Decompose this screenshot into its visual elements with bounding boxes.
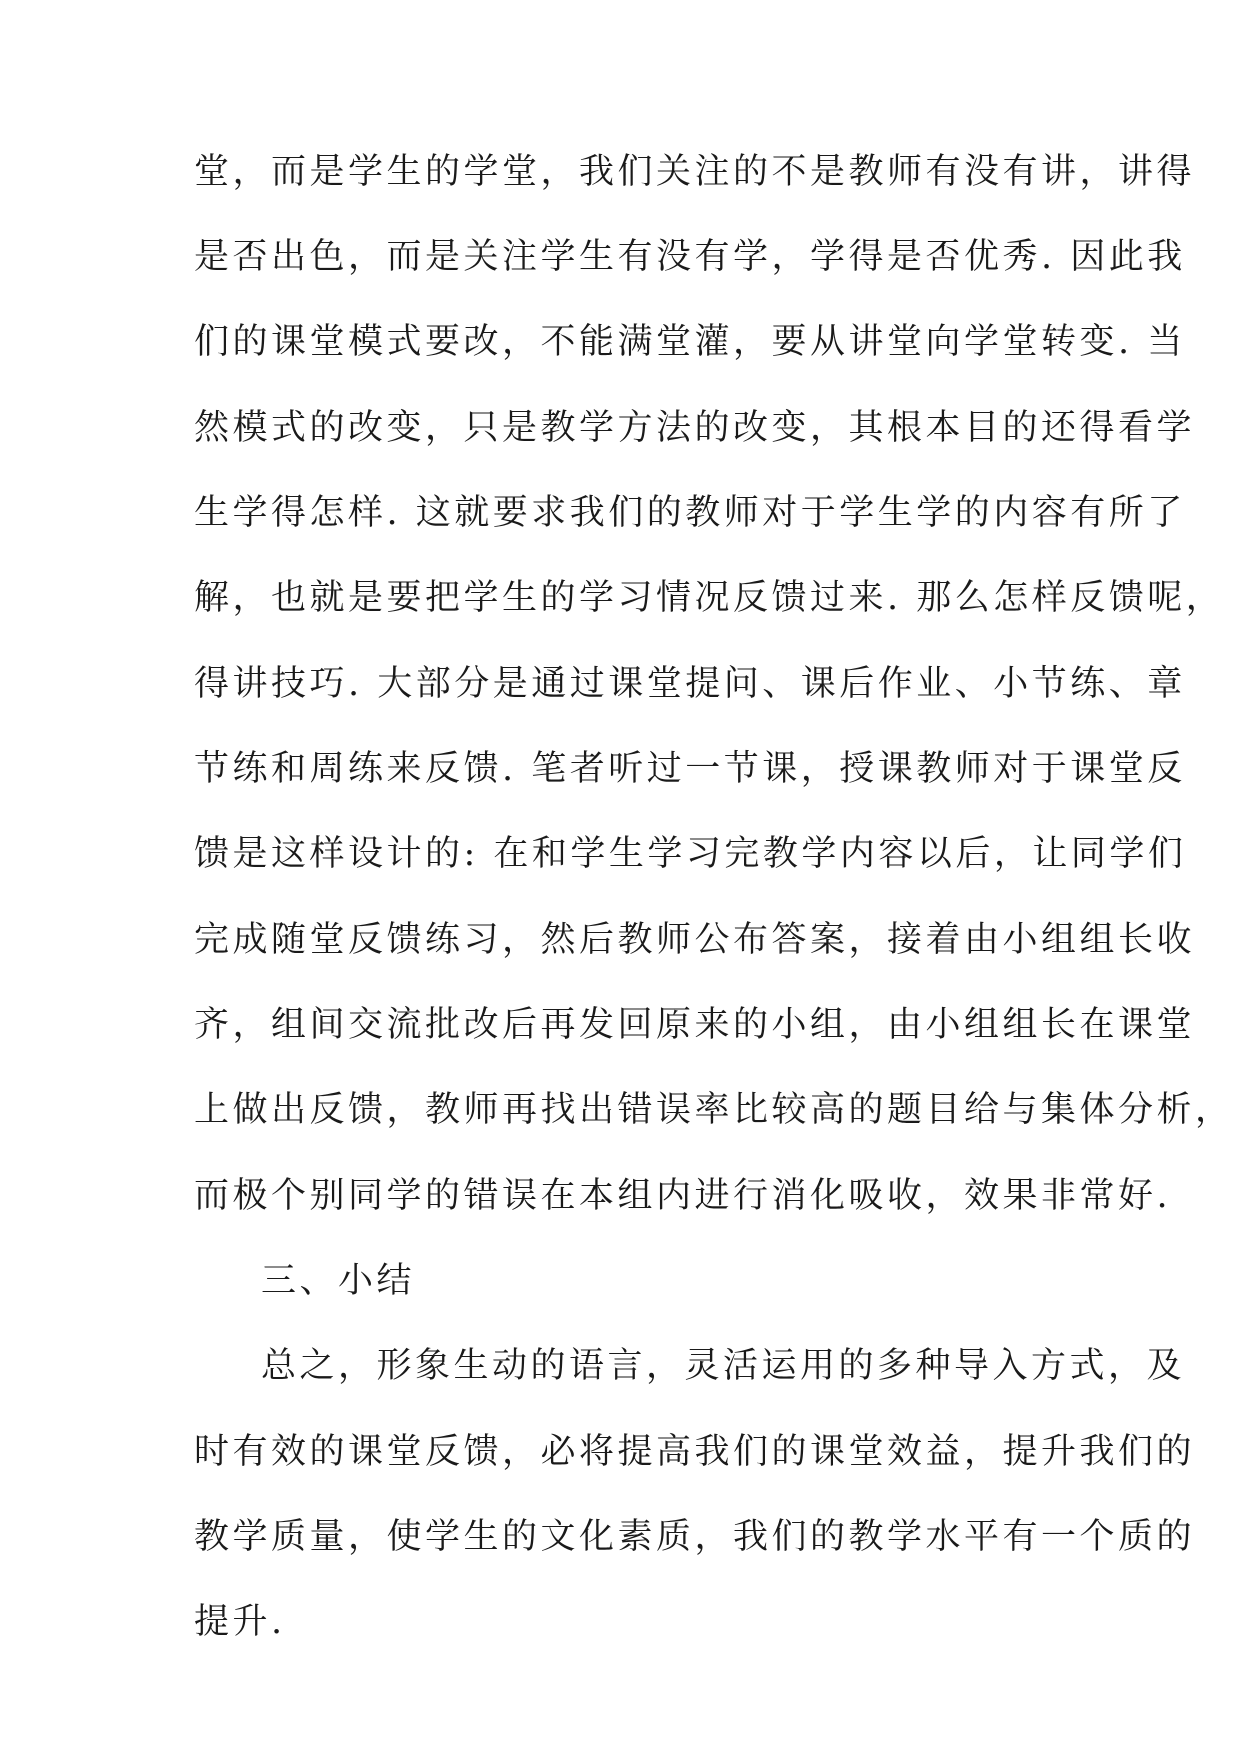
body-line: 上做出反馈，教师再找出错误率比较高的题目给与集体分析， (194, 1090, 1234, 1130)
summary-line: 总之，形象生动的语言，灵活运用的多种导入方式，及 (261, 1346, 1186, 1386)
summary-line: 教学质量，使学生的文化素质，我们的教学水平有一个质的 (194, 1517, 1196, 1557)
body-line: 馈是这样设计的: 在和学生学习完教学内容以后，让同学们 (194, 834, 1187, 874)
section-heading: 三、小结 (261, 1261, 416, 1301)
body-line: 解，也就是要把学生的学习情况反馈过来. 那么怎样反馈呢， (194, 578, 1225, 618)
body-line: 得讲技巧. 大部分是通过课堂提问、课后作业、小节练、章 (194, 664, 1186, 704)
body-line: 齐，组间交流批改后再发回原来的小组，由小组组长在课堂 (194, 1005, 1196, 1045)
body-line: 堂，而是学生的学堂，我们关注的不是教师有没有讲，讲得 (194, 152, 1196, 192)
summary-line: 提升. (194, 1602, 286, 1642)
body-line: 节练和周练来反馈. 笔者听过一节课，授课教师对于课堂反 (194, 749, 1186, 789)
body-line: 是否出色，而是关注学生有没有学，学得是否优秀. 因此我 (194, 237, 1186, 277)
body-line: 而极个别同学的错误在本组内进行消化吸收，效果非常好. (194, 1176, 1172, 1216)
body-line: 然模式的改变，只是教学方法的改变，其根本目的还得看学 (194, 408, 1196, 448)
summary-line: 时有效的课堂反馈，必将提高我们的课堂效益，提升我们的 (194, 1432, 1196, 1472)
body-line: 们的课堂模式要改，不能满堂灌，要从讲堂向学堂转变. 当 (194, 322, 1186, 362)
body-line: 完成随堂反馈练习，然后教师公布答案，接着由小组组长收 (194, 920, 1196, 960)
body-line: 生学得怎样. 这就要求我们的教师对于学生学的内容有所了 (194, 493, 1186, 533)
